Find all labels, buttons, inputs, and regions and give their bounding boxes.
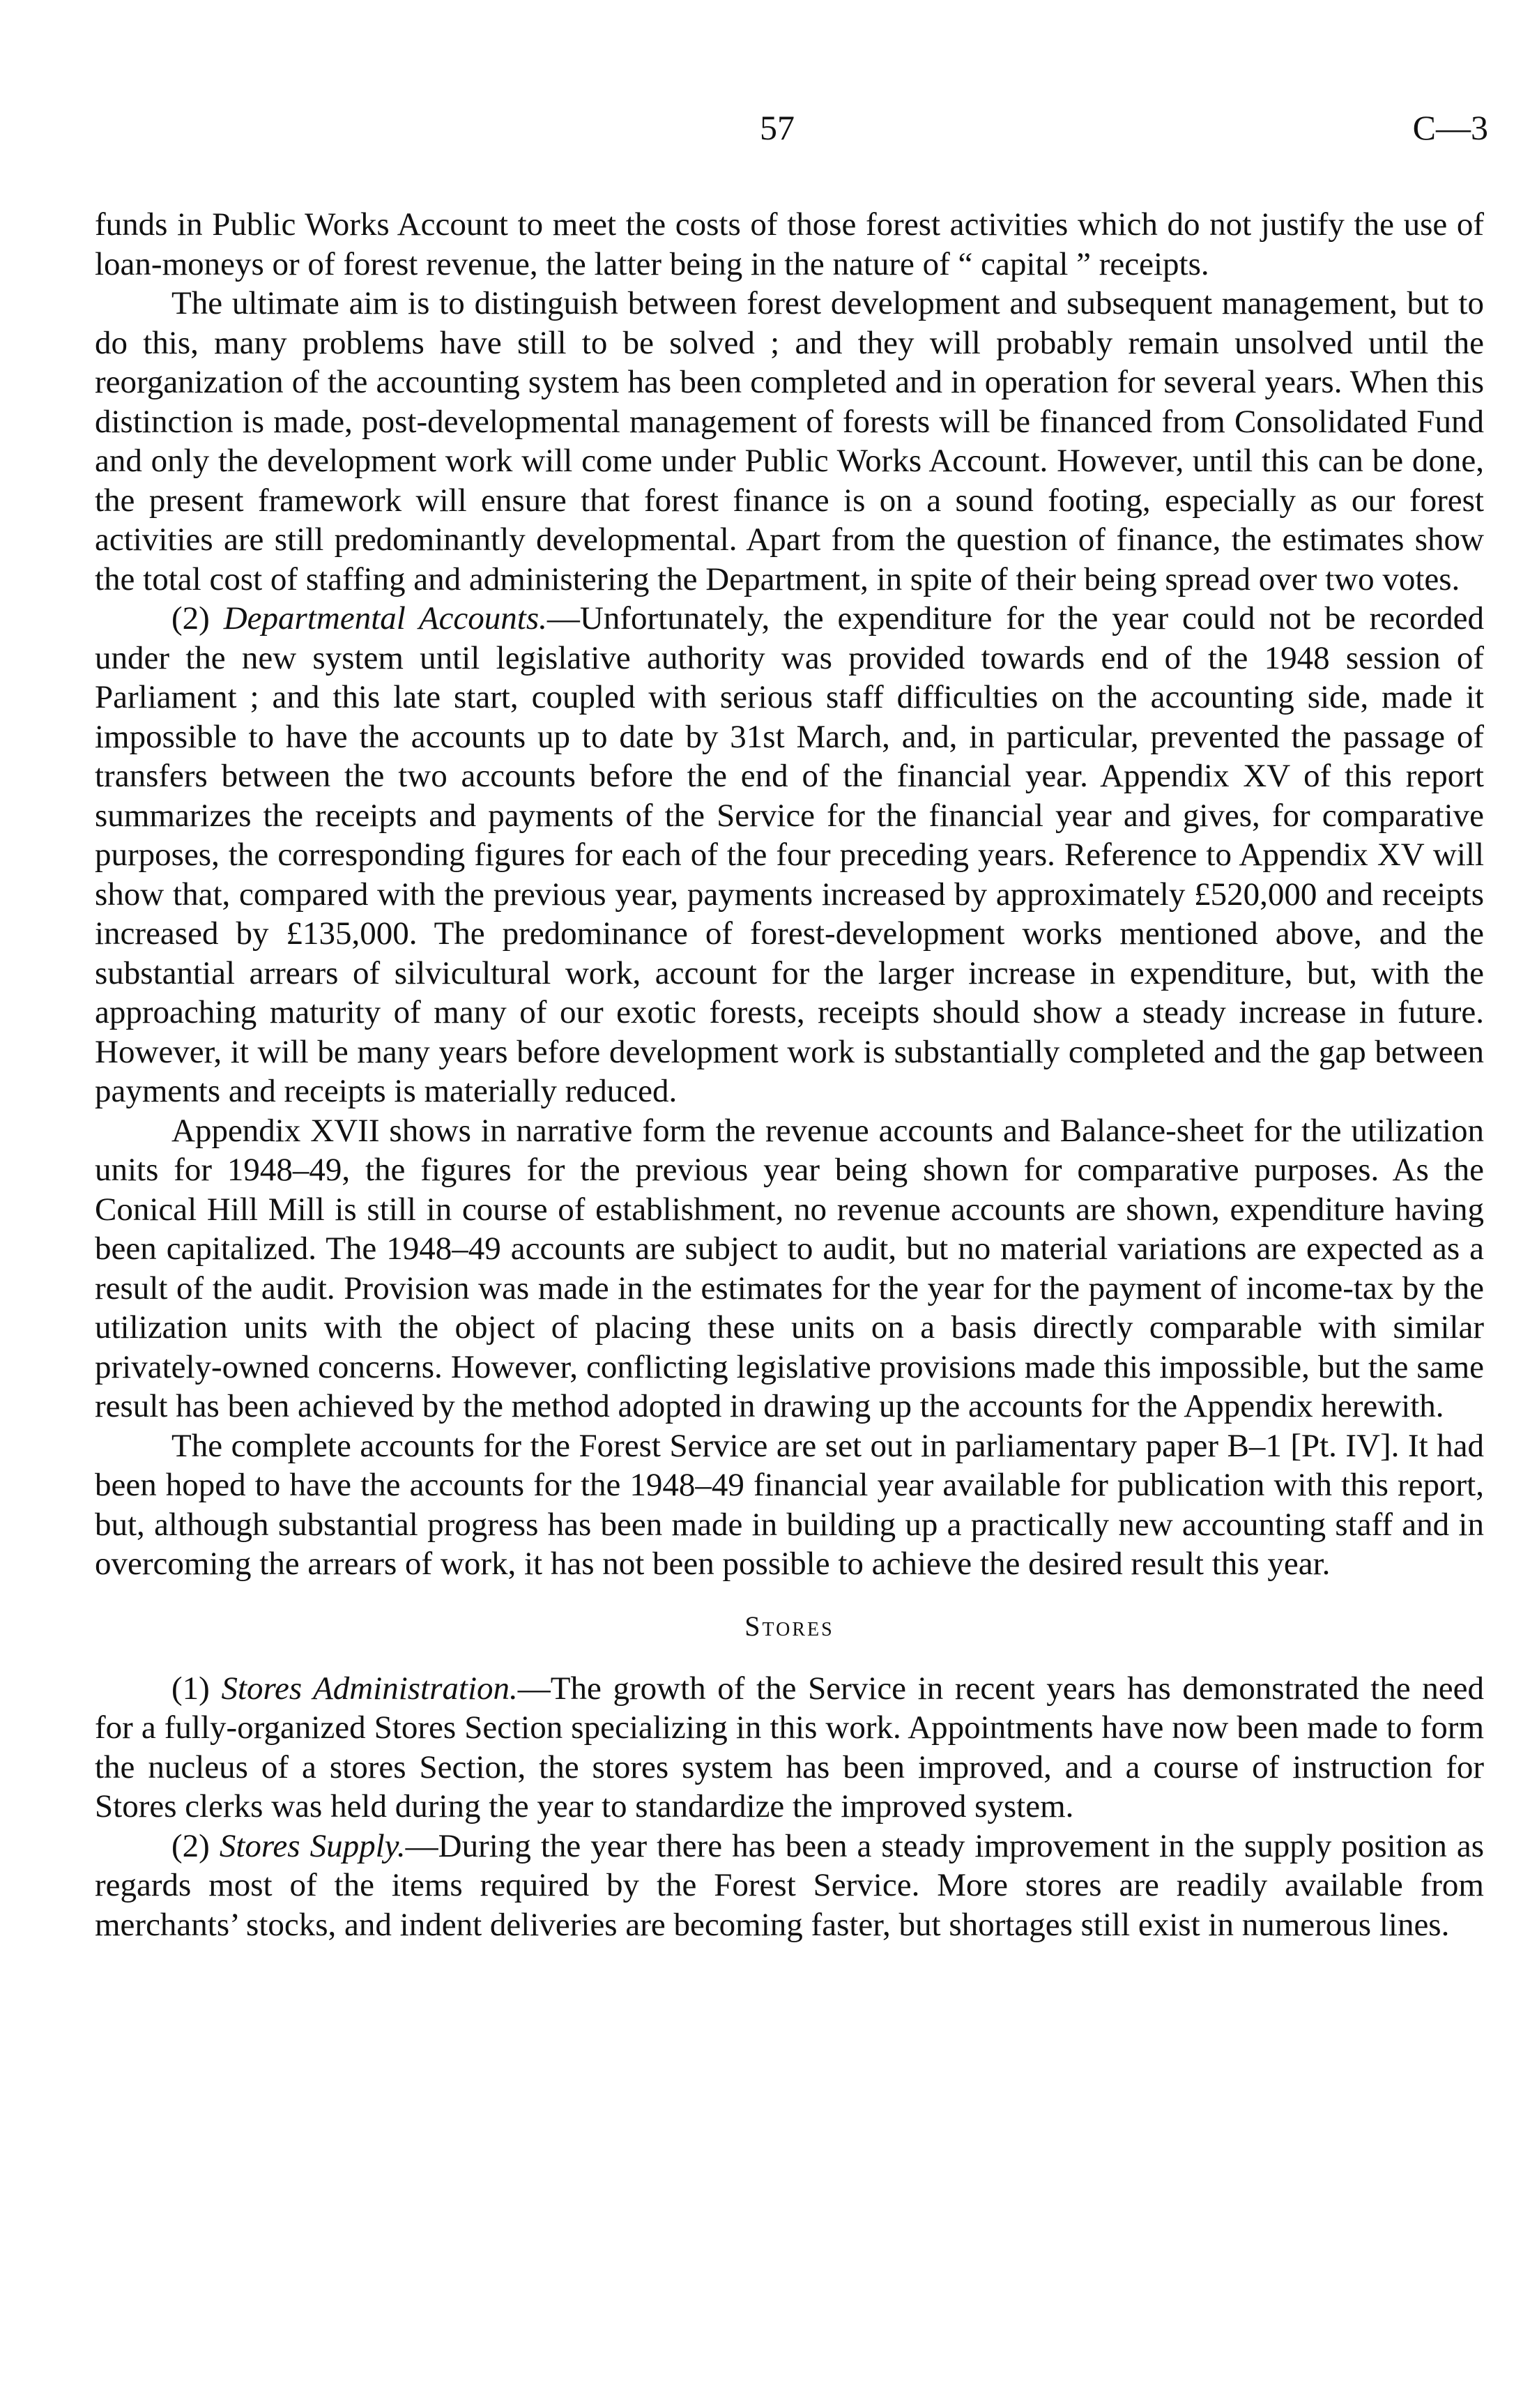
paragraph-stores-administration	[95, 1669, 1484, 1827]
section-heading-stores: Stores	[744, 1610, 834, 1642]
paragraph-departmental-accounts	[95, 599, 1484, 1111]
paragraph-appendix-xvii	[95, 1111, 1484, 1426]
paragraph-text: Appendix XVII shows in narrative form the revenue accounts and Balance-sheet for the utilization units for 1948–49, the figures for the previous year being shown for comparative purposes. As the Conical Hill Mill is still in course of establishment, no revenue accounts are shown, expenditure having been capitalized. The 1948–49 accounts are subject to audit, but no material variations are expected as a result of the audit. Provision was made in the estimates for the year for the payment of income-tax by the utilization units with the object of placing these units on a basis directly comparable with similar privately-owned concerns. However, conflicting legislative provisions made this impossible, but the same result has been achieved by the method adopted in drawing up the accounts for the Appendix herewith.	[95, 1112, 1484, 1424]
paragraph-text: —During the year there has been a steady improvement in the supply position as regards most of the items required by the Forest Service. More stores are readily available from merchants’ stocks, and indent deliveries are becoming faster, but shortages still exist in numerous lines.	[95, 1827, 1484, 1943]
paragraph-number: (1)	[171, 1670, 210, 1707]
paragraph-text: funds in Public Works Account to meet the costs of those forest activities which do not justify the use of loan-moneys or of forest revenue, the latter being in the nature of “ capital ” receipts.	[95, 206, 1484, 282]
body-text	[95, 205, 1484, 1944]
paragraph-title: Stores Administration.	[221, 1670, 518, 1707]
paragraph-continued	[95, 205, 1484, 284]
paragraph-text: —Unfortunately, the expenditure for the year could not be recorded under the new system until legislative authority was provided towards end of the 1948 session of Parliament ; and this late start, coupled with serious staff difficulties on the accounting side, made it impossible to have the accounts up to date by 31st March, and, in particular, prevented the passage of transfers between the two accounts before the end of the financial year. Appendix XV of this report summarizes the receipts and payments of the Service for the financial year and gives, for comparative purposes, the corresponding figures for each of the four preceding years. Reference to Appendix XV will show that, compared with the previous year, payments increased by approximately £520,000 and receipts increased by £135,000. The predominance of forest-development works mentioned above, and the substantial arrears of silvicultural work, account for the larger increase in expenditure, but, with the approaching maturity of many of our exotic forests, receipts should show a steady increase in future. However, it will be many years before development work is substantially completed and the gap between payments and receipts is materially reduced.	[95, 600, 1485, 1109]
paragraph-text: The ultimate aim is to distinguish between forest development and subsequent management, but to do this, many problems have still to be solved ; and they will probably remain unsolved until the reorganization of the accounting system has been completed and in operation for several years. When this distinction is made, post-developmental management of forests will be financed from Consolidated Fund and only the development work will come under Public Works Account. However, until this can be done, the present framework will ensure that forest finance is on a sound footing, especially as our forest activities are still predominantly developmental. Apart from the question of finance, the estimates show the total cost of staffing and administering the Department, in spite of their being spread over two votes.	[95, 285, 1484, 597]
page-number: 57	[760, 108, 795, 147]
paragraph-text: The complete accounts for the Forest Service are set out in parliamentary paper B–1 [Pt. IV]. It had been hoped to have the accounts for the 1948–49 financial year available for publication with this report, but, although substantial progress has been made in building up a practically new accounting staff and in overcoming the arrears of work, it has not been possible to achieve the desired result this year.	[95, 1427, 1484, 1582]
document-code: C—3	[1412, 108, 1488, 147]
paragraph-accounting-aim	[95, 284, 1484, 599]
paragraph-text: —The growth of the Service in recent years has demonstrated the need for a fully-organized Stores Section specializing in this work. Appointments have now been made to form the nucleus of a stores Section, the stores system has been improved, and a course of instruction for Stores clerks was held during the year to standardize the improved system.	[95, 1670, 1485, 1824]
paragraph-number: (2)	[171, 1827, 210, 1864]
paragraph-number: (2)	[171, 600, 210, 637]
paragraph-stores-supply	[95, 1827, 1484, 1945]
paragraph-title: Stores Supply.	[219, 1827, 406, 1864]
paragraph-title: Departmental Accounts.	[223, 600, 547, 637]
paragraph-complete-accounts	[95, 1426, 1484, 1584]
